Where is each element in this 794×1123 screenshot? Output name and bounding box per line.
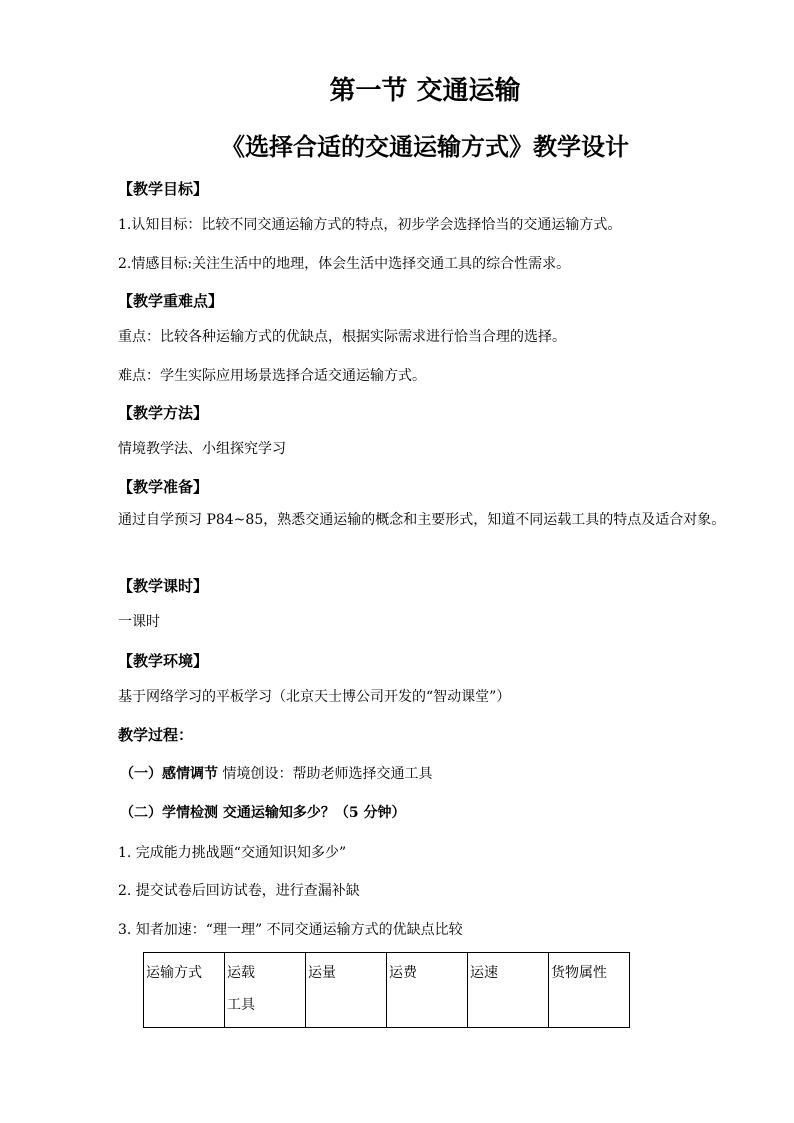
hours-heading: 【教学课时】 [118, 577, 209, 595]
table-header-row [144, 953, 630, 1028]
prep-item-1: 通过自学预习 P84~85，熟悉交通运输的概念和主要形式，知道不同运载工具的特点及适合对象。 [118, 512, 726, 528]
goal-heading: 【教学目标】 [118, 180, 209, 198]
table-header-cell: 货物属性 [549, 953, 630, 1028]
table-header-cell: 运费 [387, 953, 468, 1028]
process-step-1-text: 情境创设：帮助老师选择交通工具 [218, 766, 433, 782]
document-title: 第一节 交通运输 [329, 76, 521, 106]
document-subtitle: 《选择合适的交通运输方式》教学设计 [221, 132, 629, 161]
key-heading: 【教学重难点】 [118, 292, 224, 310]
hours-item-1: 一课时 [118, 614, 160, 630]
process-heading: 教学过程： [118, 726, 194, 744]
method-item-1: 情境教学法、小组探究学习 [118, 441, 286, 457]
prep-heading: 【教学准备】 [118, 478, 209, 496]
table-header-cell-text: 运载工具 [227, 965, 255, 1013]
process-step-2: （二）学情检测 交通运输知多少？（5 分钟） [120, 805, 406, 821]
method-heading: 【教学方法】 [118, 404, 209, 422]
comparison-table [143, 952, 630, 1028]
process-step-1-label: （一）感情调节 [120, 766, 218, 782]
process-list-item-3: 3. 知者加速：“理一理” 不同交通运输方式的优缺点比较 [118, 922, 463, 938]
table-header-cell: 运输方式 [144, 953, 225, 1028]
process-step-1 [120, 763, 432, 783]
process-list-item-2: 2. 提交试卷后回访试卷，进行查漏补缺 [118, 883, 360, 899]
table-header-cell: 运速 [468, 953, 549, 1028]
process-list-item-1: 1. 完成能力挑战题“交通知识知多少” [118, 845, 347, 861]
key-item-2: 难点：学生实际应用场景选择合适交通运输方式。 [118, 368, 426, 384]
key-item-1: 重点：比较各种运输方式的优缺点，根据实际需求进行恰当合理的选择。 [118, 329, 566, 345]
table-header-cell: 运量 [306, 953, 387, 1028]
env-heading: 【教学环境】 [118, 652, 209, 670]
goal-item-2: 2.情感目标:关注生活中的地理，体会生活中选择交通工具的综合性需求。 [118, 256, 571, 272]
goal-item-1: 1.认知目标：比较不同交通运输方式的特点，初步学会选择恰当的交通运输方式。 [118, 217, 622, 233]
env-item-1: 基于网络学习的平板学习（北京天士博公司开发的“智动课堂”） [118, 689, 511, 705]
table-header-cell [225, 953, 306, 1028]
